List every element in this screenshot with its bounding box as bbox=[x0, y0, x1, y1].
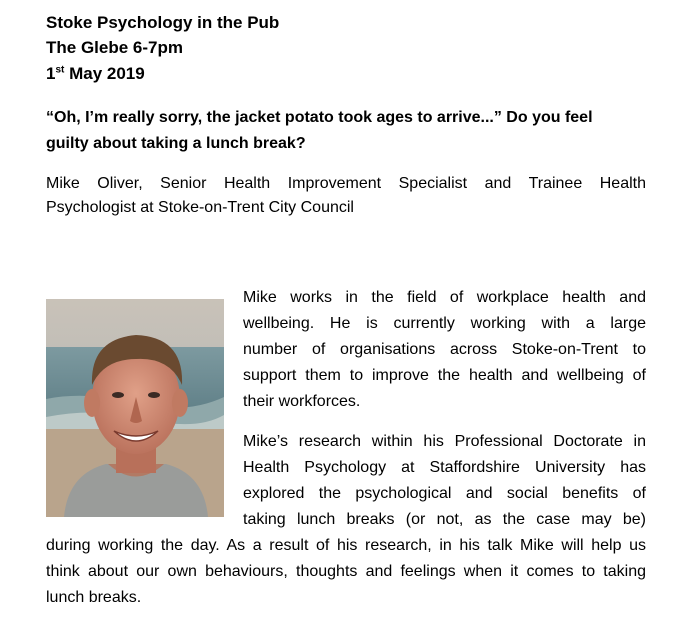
bio-p2-line-4: taking lunch breaks (or not, as the case may be) bbox=[243, 511, 646, 528]
bio-p1-line-3: number of organisations across Stoke-on-Trent to bbox=[243, 341, 646, 358]
bio-p2-line-1: Mike’s research within his Professional Doctorate in bbox=[243, 433, 646, 450]
bio-p2-line-2: Health Psychology at Staffordshire University has bbox=[243, 459, 646, 476]
talk-title-line-2: guilty about taking a lunch break? bbox=[46, 135, 306, 152]
date-rest: May 2019 bbox=[64, 64, 145, 83]
speaker-photo bbox=[46, 299, 224, 517]
bio-p1-line-4: support them to improve the health and wellbeing of bbox=[243, 367, 646, 384]
speaker-line-2: Psychologist at Stoke-on-Trent City Council bbox=[46, 199, 354, 216]
date-day: 1 bbox=[46, 64, 56, 83]
bio-p1-line-5: their workforces. bbox=[243, 393, 361, 410]
bio-p2-line-6: think about our own behaviours, thoughts and feelings when it comes to taking bbox=[46, 563, 646, 580]
venue-time: The Glebe 6-7pm bbox=[46, 38, 183, 57]
bio-p1-line-1: Mike works in the field of workplace health and bbox=[243, 289, 646, 306]
talk-title-line-1: “Oh, I’m really sorry, the jacket potato took ages to arrive...” Do you feel bbox=[46, 109, 593, 126]
event-date bbox=[46, 62, 145, 86]
bio-p2-line-3: explored the psychological and social benefits of bbox=[243, 485, 646, 502]
bio-p2-line-5: during working the day. As a result of his research, in his talk Mike will help us bbox=[46, 537, 646, 554]
bio-p2-line-7: lunch breaks. bbox=[46, 589, 142, 606]
bio-p1-line-2: wellbeing. He is currently working with a large bbox=[243, 315, 646, 332]
speaker-line-1: Mike Oliver, Senior Health Improvement Specialist and Trainee Health bbox=[46, 175, 646, 192]
date-suffix: st bbox=[55, 64, 65, 76]
event-title: Stoke Psychology in the Pub bbox=[46, 13, 280, 32]
